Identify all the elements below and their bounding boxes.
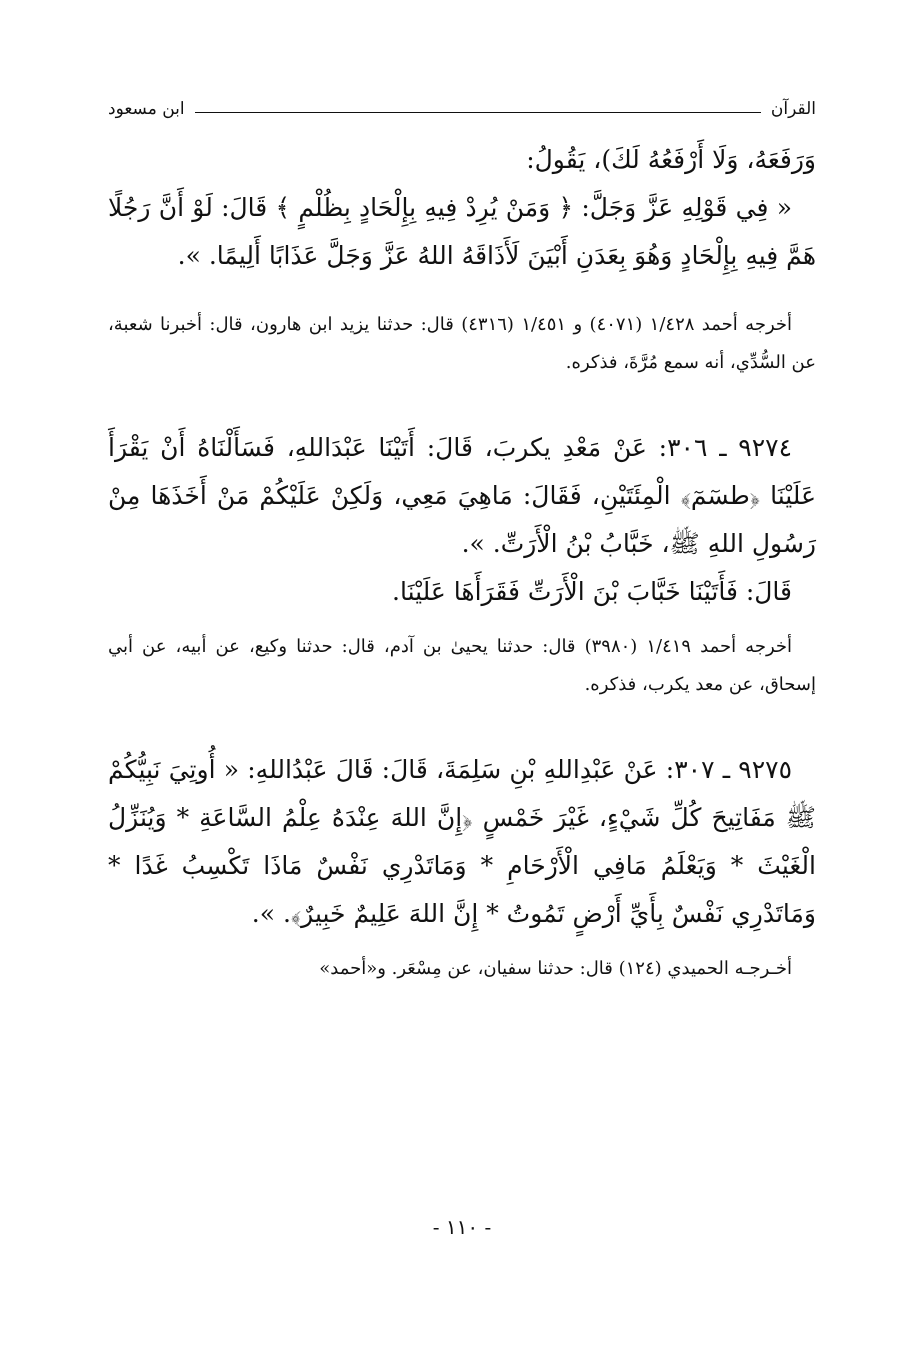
takhrij-note-9274: أخرجه أحمد ١/٤١٩ (٣٩٨٠) قال: حدثنا يحيىٰ بن آدم، قال: حدثنا وكيع، عن أبيه، عن أبي إسحاق، عن معد يكرب، فذكره. — [108, 636, 816, 695]
hadith-a-text: « فِي قَوْلِهِ عَزَّ وَجَلَّ: ﴿ وَمَنْ يُرِدْ فِيهِ بِإِلْحَادٍ بِظُلْمٍ ﴾ قَالَ: لَوْ أَنَّ رَجُلًا هَمَّ فِيهِ بِإِلْحَادٍ وَهُوَ بِعَدَنِ أَبْيَنَ لَأَذَاقَهُ اللهُ عَزَّ وَجَلَّ عَذَابًا أَلِيمًا. ». — [108, 193, 816, 270]
takhrij-note-9275: أخـرجـه الحميدي (١٢٤) قال: حدثنا سفيان، عن مِسْعَر. و«أحمد» — [319, 958, 792, 979]
header-rule — [195, 112, 761, 113]
header-section-title: القرآن — [770, 99, 816, 119]
hadith-9275-text: ٩٢٧٥ ـ ٣٠٧: عَنْ عَبْدِاللهِ بْنِ سَلِمَةَ، قَالَ: قَالَ عَبْدُاللهِ: « أُوتِيَ نَبِيُّكُمْ ﷺ مَفَاتِيحَ كُلِّ شَيْءٍ، غَيْرَ خَمْسٍ ﴿إِنَّ اللهَ عِنْدَهُ عِلْمُ السَّاعَةِ * وَيُنَزِّلُ الْغَيْثَ * وَيَعْلَمُ مَافِي الْأَرْحَامِ * وَمَاتَدْرِي نَفْسٌ مَاذَا تَكْسِبُ غَدًا * وَمَاتَدْرِي نَفْسٌ بِأَيِّ أَرْضٍ تَمُوتُ * إِنَّ اللهَ عَلِيمٌ خَبِيرٌ﴾. ». — [108, 755, 816, 928]
header-book-title: ابن مسعود — [108, 99, 185, 119]
page-body — [108, 136, 816, 988]
hadith-9274-tail: قَالَ: فَأَتَيْنَا خَبَّابَ بْنَ الْأَرَتِّ فَقَرَأَهَا عَلَيْنَا. — [392, 577, 792, 606]
hadith-9274-text: ٩٢٧٤ ـ ٣٠٦: عَنْ مَعْدِ يكربَ، قَالَ: أَتَيْنَا عَبْدَاللهِ، فَسَأَلْنَاهُ أَنْ يَقْرَأَ عَلَيْنَا ﴿طسٓمٓ﴾ الْمِئَتَيْنِ، فَقَالَ: مَاهِيَ مَعِي، وَلَكِنْ عَلَيْكُمْ مَنْ أَخَذَهَا مِنْ رَسُولِ اللهِ ﷺ، خَبَّابُ بْنُ الْأَرَتِّ. ». — [108, 433, 816, 558]
page-number: - ١١٠ - — [432, 1215, 492, 1239]
running-header — [108, 92, 816, 126]
takhrij-note-a: أخرجه أحمد ١/٤٢٨ (٤٠٧١) و ١/٤٥١ (٤٣١٦) قال: حدثنا يزيد ابن هارون، قال: أخبرنا شعبة، عن السُّدِّي، أنه سمع مُرَّةَ، فذكره. — [108, 314, 816, 373]
intro-line: وَرَفَعَهُ، وَلَا أَرْفَعُهُ لَكَ)، يَقُولُ: — [526, 145, 816, 174]
